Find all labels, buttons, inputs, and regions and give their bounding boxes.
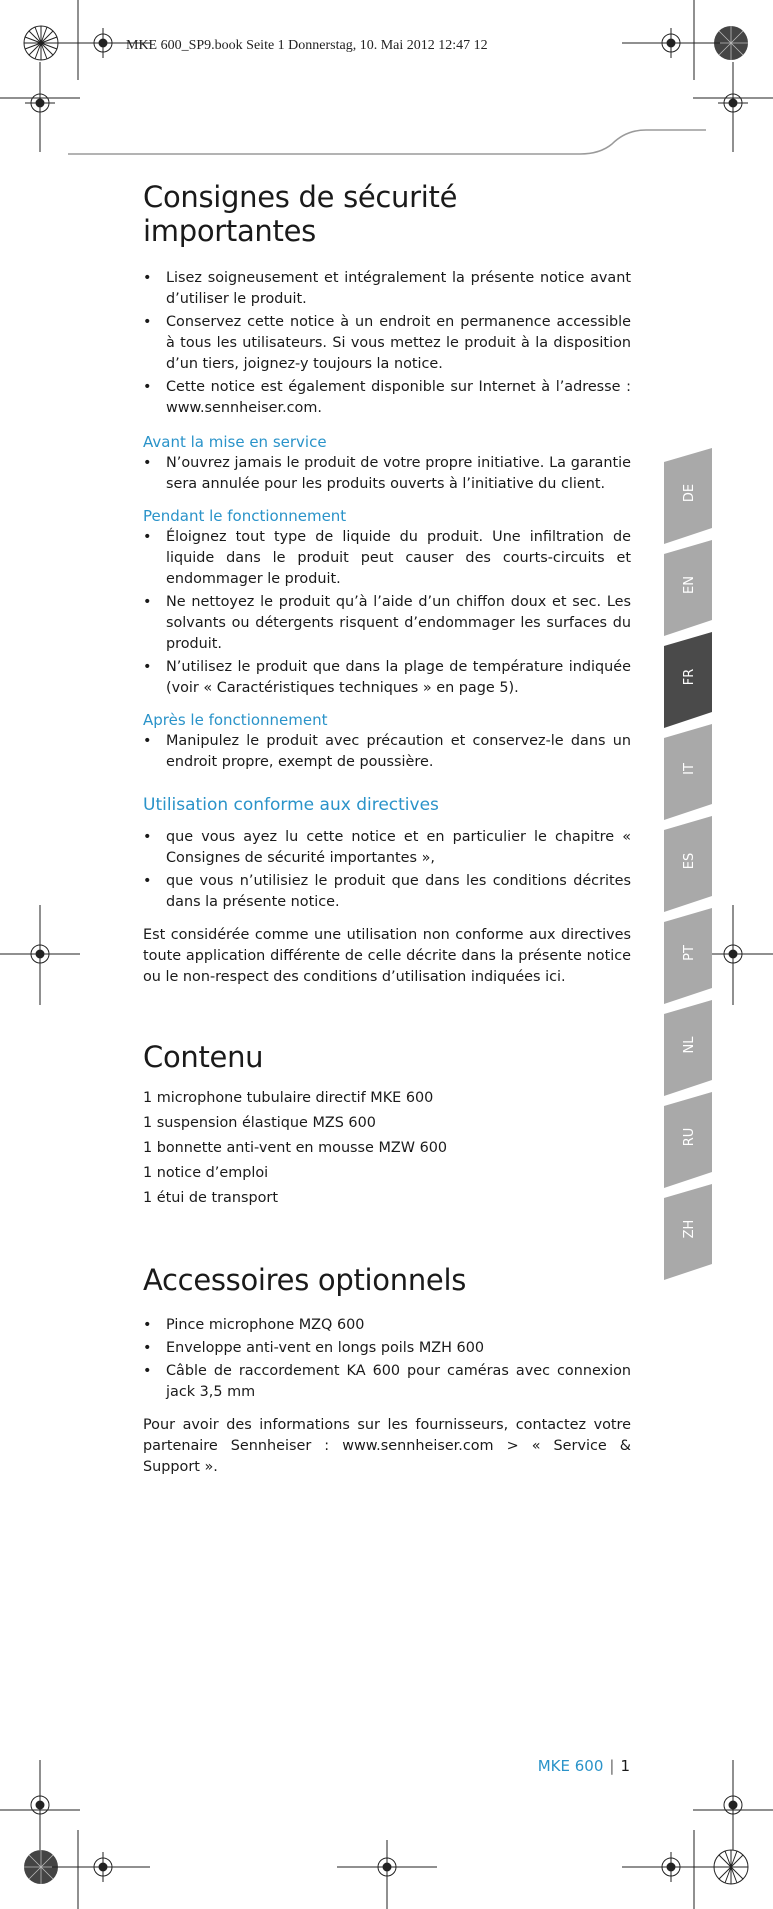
footer-separator: | (609, 1757, 615, 1775)
directives-title: Utilisation conforme aux directives (143, 795, 439, 815)
accessories-paragraph: Pour avoir des informations sur les fournisseurs, contactez votre partenaire Sennheiser : www.sennheiser.com > « Service & Support ». (143, 1417, 631, 1475)
crosshair-icon (52, 1830, 150, 1909)
list-item: • Pince microphone MZQ 600 (143, 1315, 631, 1336)
list-item: • Enveloppe anti-vent en longs poils MZH 600 (143, 1338, 631, 1359)
list-item: • que vous n’utilisiez le produit que dans les conditions décrites dans la présente notice. (143, 871, 631, 913)
tab-ru[interactable] (664, 1092, 712, 1182)
tab-label: ES (681, 852, 697, 870)
accessories-list (143, 1315, 631, 1403)
list-item: • Cette notice est également disponible sur Internet à l’adresse : www.sennheiser.com. (143, 377, 631, 419)
list-item: 1 microphone tubulaire directif MKE 600 (143, 1090, 434, 1106)
list-item: 1 bonnette anti-vent en mousse MZW 600 (143, 1140, 448, 1156)
crosshair-icon (693, 62, 773, 152)
after-list (143, 731, 631, 773)
tab-label: ZH (681, 1219, 697, 1239)
during-list (143, 527, 631, 699)
directives-list (143, 827, 631, 913)
page-content (143, 180, 631, 1478)
tab-en[interactable] (664, 540, 712, 630)
tab-label: FR (681, 668, 697, 686)
list-item: • N’ouvrez jamais le produit de votre propre initiative. La garantie sera annulée pour les produits ouverts à l’initiative du client. (143, 453, 631, 495)
list-item: • Conservez cette notice à un endroit en permanence accessible à tous les utilisateurs. Si vous mettez le produit à la disposition d’un tiers, joignez-y toujours la notice. (143, 312, 631, 375)
list-item: • Lisez soigneusement et intégralement la présente notice avant d’utiliser le produit. (143, 268, 631, 310)
after-heading: Après le fonctionnement (143, 711, 328, 729)
header-rule (68, 130, 706, 154)
before-heading: Avant la mise en service (143, 433, 327, 451)
list-item: • que vous ayez lu cette notice et en particulier le chapitre « Consignes de sécurité importantes », (143, 827, 631, 869)
page-number: 1 (620, 1757, 630, 1775)
before-list (143, 453, 631, 495)
tab-label: PT (681, 945, 697, 961)
safety-title: Consignes de sécurité importantes (143, 180, 458, 248)
tab-zh[interactable] (664, 1184, 712, 1274)
print-header: MKE 600_SP9.book Seite 1 Donnerstag, 10. Mai 2012 12:47 12 (126, 38, 488, 53)
crosshair-icon (693, 1760, 773, 1850)
tab-label: EN (681, 576, 697, 594)
tab-es[interactable] (664, 816, 712, 906)
safety-intro-list (143, 268, 631, 419)
list-item: • Ne nettoyez le produit qu’à l’aide d’un chiffon doux et sec. Les solvants ou détergents risquent d’endommager les surfaces du produit. (143, 592, 631, 655)
list-item: 1 notice d’emploi (143, 1165, 269, 1181)
tab-it[interactable] (664, 724, 712, 814)
list-item: • N’utilisez le produit que dans la plage de température indiquée (voir « Caractéristiques techniques » en page 5). (143, 657, 631, 699)
list-item: • Éloignez tout type de liquide du produit. Une infiltration de liquide dans le produit peut causer des courts-circuits et endommager le produit. (143, 527, 631, 590)
tab-pt[interactable] (664, 908, 712, 998)
tab-de[interactable] (664, 448, 712, 538)
tab-fr[interactable] (664, 632, 712, 722)
list-item: 1 étui de transport (143, 1190, 278, 1206)
tab-label: RU (681, 1127, 697, 1147)
crosshair-icon (0, 1760, 80, 1850)
list-item: • Manipulez le produit avec précaution et conservez-le dans un endroit propre, exempt de poussière. (143, 731, 631, 773)
contents-list (143, 1086, 631, 1211)
crosshair-icon (337, 1840, 437, 1909)
contents-title: Contenu (143, 1040, 264, 1074)
accessories-title: Accessoires optionnels (143, 1263, 467, 1297)
tab-label: IT (681, 763, 697, 775)
footer-product: MKE 600 (537, 1757, 604, 1775)
tab-label: DE (681, 483, 697, 503)
directives-paragraph: Est considérée comme une utilisation non conforme aux directives toute application différente de celle décrite dans la présente notice ou le non-respect des conditions d’utilisation indiquées ici. (143, 927, 631, 985)
list-item: • Câble de raccordement KA 600 pour caméras avec connexion jack 3,5 mm (143, 1361, 631, 1403)
tab-nl[interactable] (664, 1000, 712, 1090)
list-item: 1 suspension élastique MZS 600 (143, 1115, 376, 1131)
tab-label: NL (681, 1036, 697, 1054)
crosshair-icon (622, 0, 720, 80)
crosshair-icon (0, 905, 80, 1005)
page-footer (538, 1757, 630, 1775)
crosshair-icon (622, 1830, 720, 1909)
during-heading: Pendant le fonctionnement (143, 507, 347, 525)
crosshair-icon (0, 62, 80, 152)
